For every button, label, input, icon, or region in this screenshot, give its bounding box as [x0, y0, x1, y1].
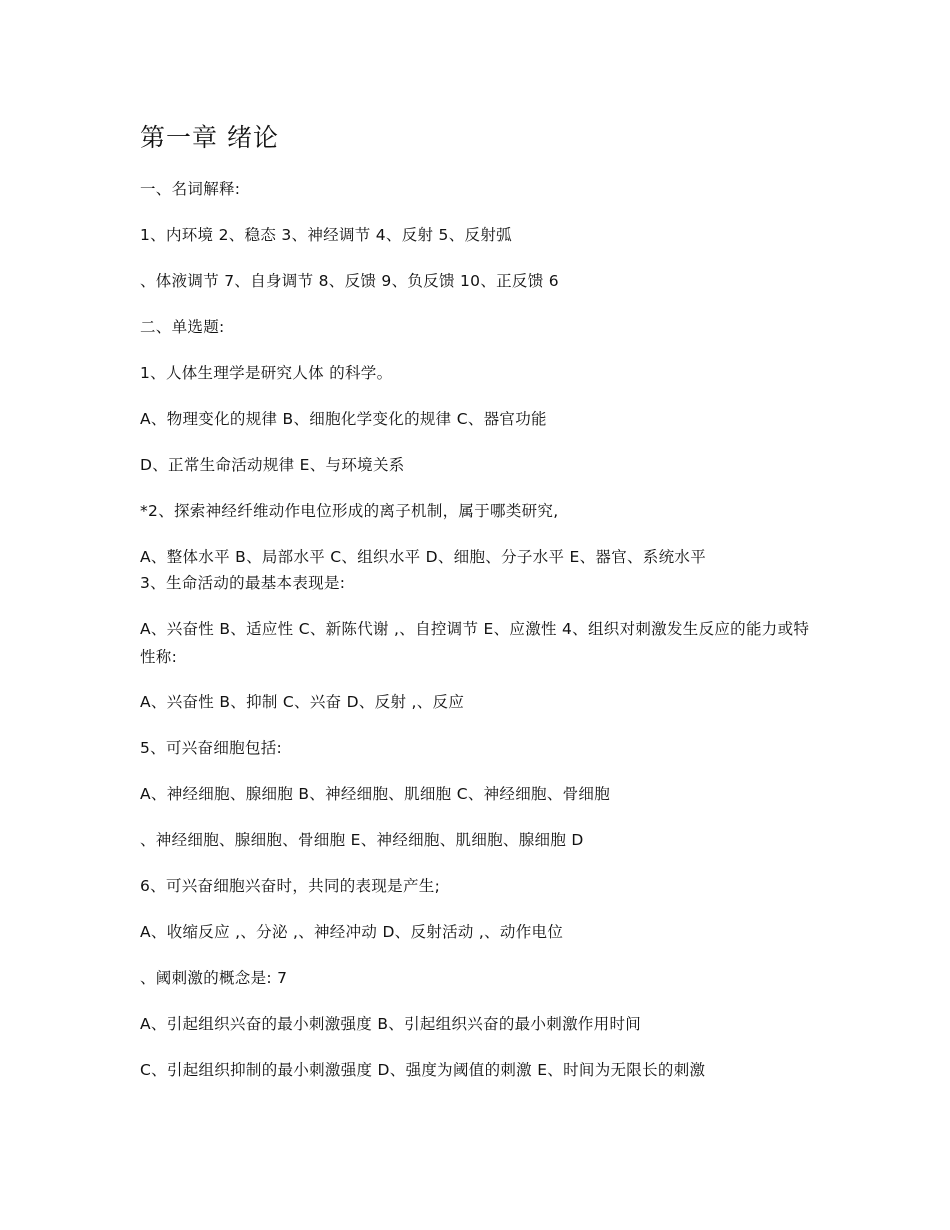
question-5-options-b: 、神经细胞、腺细胞、骨细胞 E、神经细胞、肌细胞、腺细胞 D [140, 831, 584, 849]
question-1-options-a: A、物理变化的规律 B、细胞化学变化的规律 C、器官功能 [140, 410, 547, 428]
question-2: *2、探索神经纤维动作电位形成的离子机制，属于哪类研究, [140, 502, 559, 520]
question-3-options-and-question-4: A、兴奋性 B、适应性 C、新陈代谢 ,、自控调节 E、应激性 4、组织对刺激发生反应的能力或特性称: [140, 620, 810, 666]
question-7: 、阈刺激的概念是: 7 [140, 969, 288, 987]
question-3: 3、生命活动的最基本表现是: [140, 574, 346, 592]
question-2-options: A、整体水平 B、局部水平 C、组织水平 D、细胞、分子水平 E、器官、系统水平 [140, 548, 706, 566]
question-4-options: A、兴奋性 B、抑制 C、兴奋 D、反射 ,、反应 [140, 693, 465, 711]
chapter-title: 第一章 绪论 [140, 123, 279, 152]
definitions-line-2: 、体液调节 7、自身调节 8、反馈 9、负反馈 10、正反馈 6 [140, 272, 559, 290]
question-7-options-b: C、引起组织抑制的最小刺激强度 D、强度为阈值的刺激 E、时间为无限长的刺激 [140, 1061, 706, 1079]
question-7-options-a: A、引起组织兴奋的最小刺激强度 B、引起组织兴奋的最小刺激作用时间 [140, 1015, 642, 1033]
section-heading-single-choice: 二、单选题: [140, 318, 225, 336]
question-6: 6、可兴奋细胞兴奋时，共同的表现是产生; [140, 877, 441, 895]
question-1: 1、人体生理学是研究人体 的科学。 [140, 364, 393, 382]
question-5-options-a: A、神经细胞、腺细胞 B、神经细胞、肌细胞 C、神经细胞、骨细胞 [140, 785, 611, 803]
definitions-line-1: 1、内环境 2、稳态 3、神经调节 4、反射 5、反射弧 [140, 226, 512, 244]
question-1-options-b: D、正常生命活动规律 E、与环境关系 [140, 456, 405, 474]
section-heading-definitions: 一、名词解释: [140, 180, 241, 198]
question-6-options: A、收缩反应 ,、分泌 ,、神经冲动 D、反射活动 ,、动作电位 [140, 923, 564, 941]
question-5: 5、可兴奋细胞包括: [140, 739, 283, 757]
